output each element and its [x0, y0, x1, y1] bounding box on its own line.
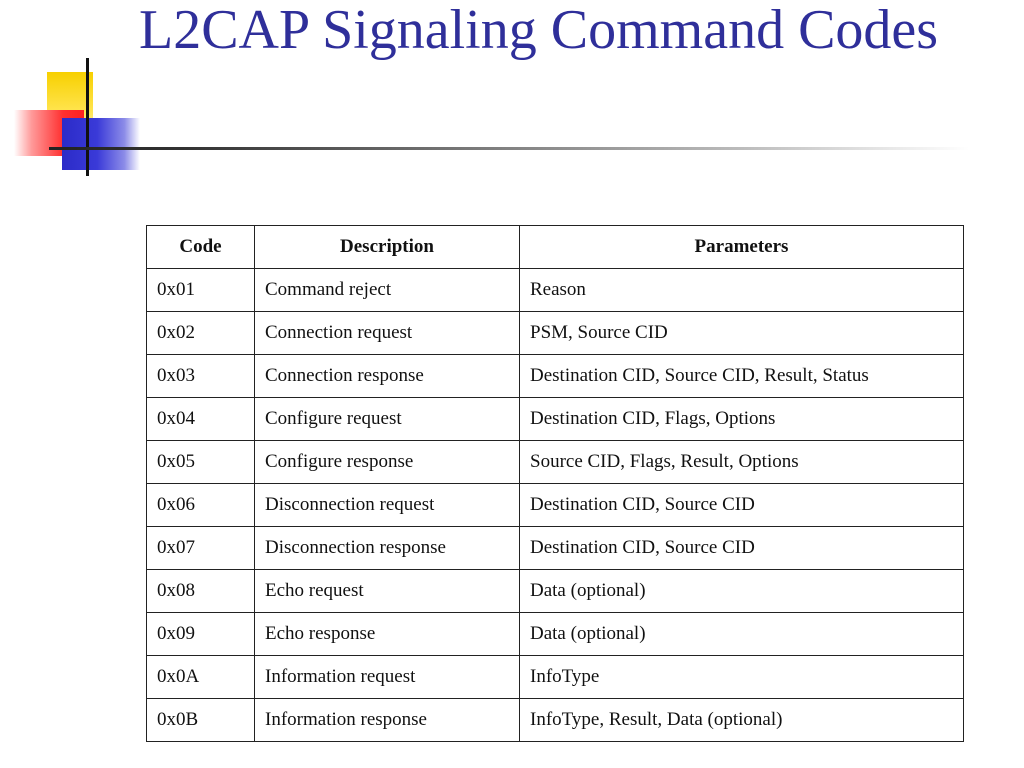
table-row — [147, 656, 964, 699]
title-underline — [49, 147, 969, 150]
table-row — [147, 398, 964, 441]
cell-code: 0x05 — [147, 441, 255, 484]
cell-code: 0x03 — [147, 355, 255, 398]
cell-parameters: Destination CID, Flags, Options — [520, 398, 964, 441]
table-row — [147, 699, 964, 742]
cell-parameters: Data (optional) — [520, 613, 964, 656]
table-row — [147, 570, 964, 613]
cell-parameters: InfoType — [520, 656, 964, 699]
cell-code: 0x04 — [147, 398, 255, 441]
cell-description: Disconnection response — [255, 527, 520, 570]
cell-parameters: Destination CID, Source CID — [520, 527, 964, 570]
cell-code: 0x09 — [147, 613, 255, 656]
decorative-vertical-line — [86, 58, 89, 176]
cell-description: Command reject — [255, 269, 520, 312]
cell-code: 0x0A — [147, 656, 255, 699]
header-parameters: Parameters — [520, 226, 964, 269]
cell-code: 0x0B — [147, 699, 255, 742]
table-row — [147, 441, 964, 484]
table-row — [147, 355, 964, 398]
cell-description: Information request — [255, 656, 520, 699]
cell-parameters: PSM, Source CID — [520, 312, 964, 355]
cell-code: 0x07 — [147, 527, 255, 570]
cell-parameters: InfoType, Result, Data (optional) — [520, 699, 964, 742]
header-description: Description — [255, 226, 520, 269]
command-codes-table-container — [146, 225, 963, 742]
cell-description: Information response — [255, 699, 520, 742]
cell-parameters: Destination CID, Source CID, Result, Status — [520, 355, 964, 398]
cell-description: Echo response — [255, 613, 520, 656]
cell-parameters: Data (optional) — [520, 570, 964, 613]
cell-parameters: Reason — [520, 269, 964, 312]
table-row — [147, 312, 964, 355]
table-row — [147, 484, 964, 527]
cell-parameters: Source CID, Flags, Result, Options — [520, 441, 964, 484]
decorative-blue-square — [62, 118, 140, 170]
cell-description: Echo request — [255, 570, 520, 613]
cell-code: 0x08 — [147, 570, 255, 613]
table-header-row — [147, 226, 964, 269]
cell-code: 0x02 — [147, 312, 255, 355]
cell-description: Configure request — [255, 398, 520, 441]
table-row — [147, 269, 964, 312]
cell-description: Configure response — [255, 441, 520, 484]
cell-description: Connection request — [255, 312, 520, 355]
table-row — [147, 527, 964, 570]
cell-parameters: Destination CID, Source CID — [520, 484, 964, 527]
cell-description: Connection response — [255, 355, 520, 398]
table-row — [147, 613, 964, 656]
cell-code: 0x06 — [147, 484, 255, 527]
cell-code: 0x01 — [147, 269, 255, 312]
command-codes-table — [146, 225, 964, 742]
header-code: Code — [147, 226, 255, 269]
cell-description: Disconnection request — [255, 484, 520, 527]
slide-title: L2CAP Signaling Command Codes — [139, 0, 939, 61]
